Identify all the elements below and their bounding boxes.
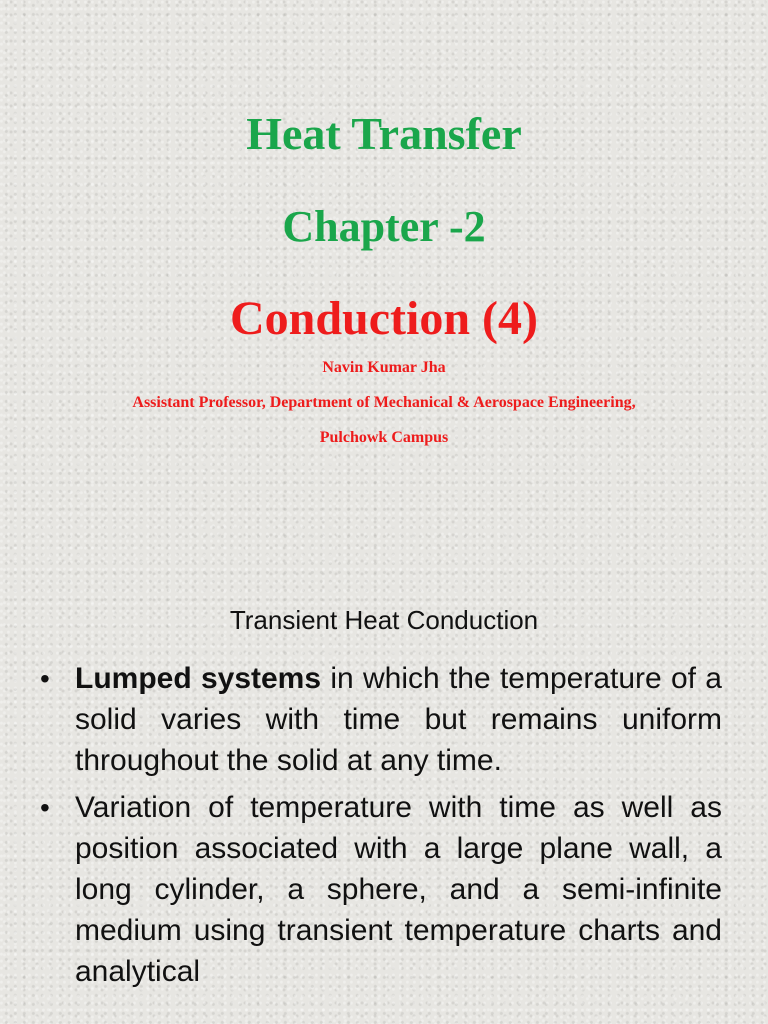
author-name: Navin Kumar Jha bbox=[322, 359, 446, 376]
bullet-list bbox=[40, 658, 722, 998]
bullet-item-temperature-variation bbox=[40, 787, 722, 992]
bullet-item-lumped-systems bbox=[40, 658, 722, 781]
author-position: Assistant Professor, Department of Mechanical & Aerospace Engineering, bbox=[132, 394, 636, 411]
course-title: Heat Transfer bbox=[246, 108, 522, 159]
chapter-title: Chapter -2 bbox=[282, 202, 486, 251]
bullet-dot-icon: • bbox=[40, 792, 50, 823]
author-campus: Pulchowk Campus bbox=[319, 429, 449, 446]
bullet-dot-icon: • bbox=[40, 663, 50, 694]
bullet-text: Variation of temperature with time as well as position associated with a large plane wall, a long cylinder, a sphere, and a semi-infinite medium using transient temperature charts and analytical bbox=[75, 791, 722, 988]
bullet-bold-term: Lumped systems bbox=[75, 662, 322, 695]
lecture-title: Conduction (4) bbox=[229, 292, 539, 345]
bullet-text: in which the temperature of a solid varies with time but remains uniform throughout the solid at any time. bbox=[75, 662, 722, 777]
section-heading: Transient Heat Conduction bbox=[229, 605, 539, 635]
